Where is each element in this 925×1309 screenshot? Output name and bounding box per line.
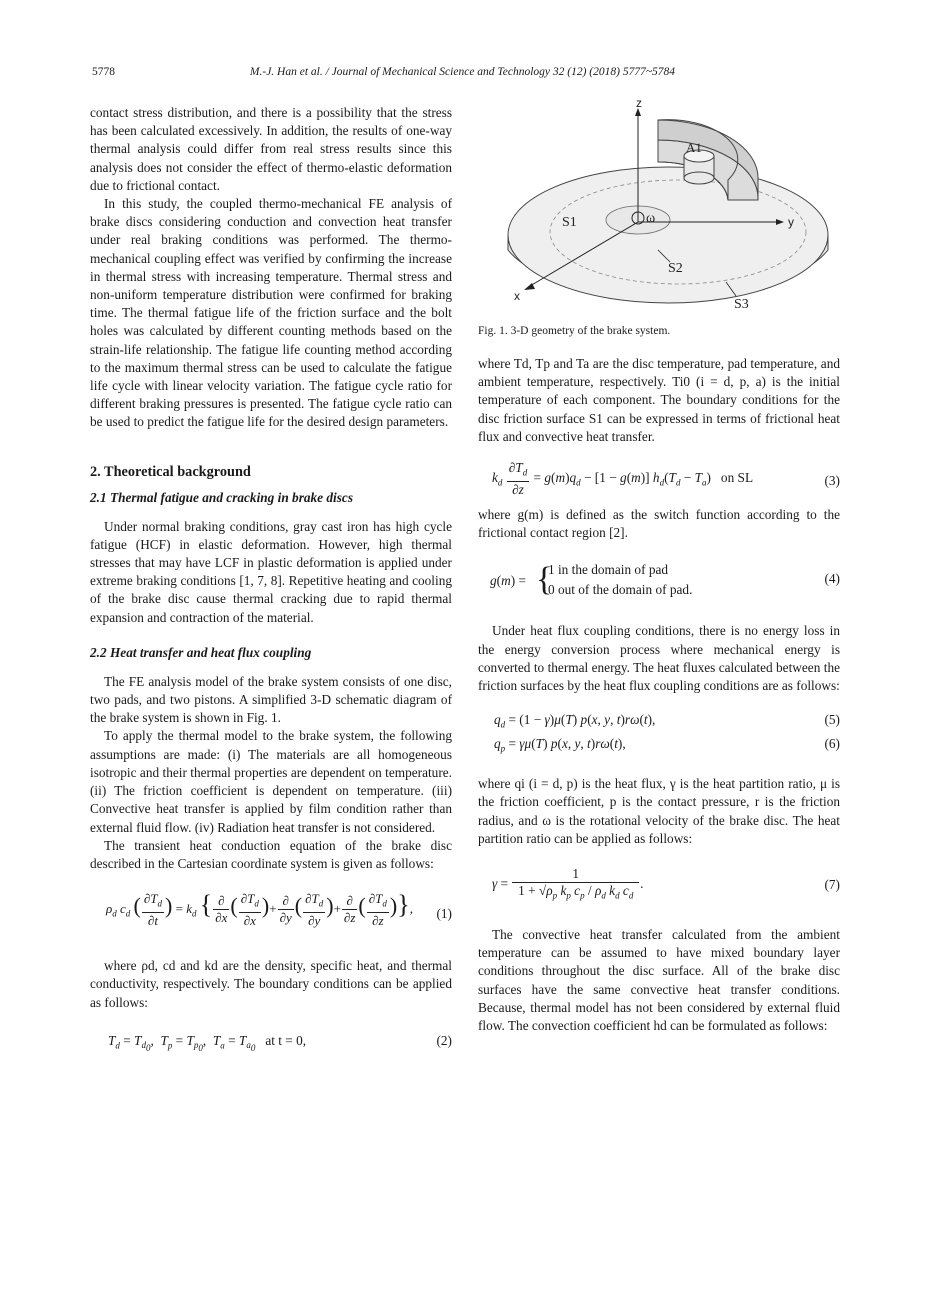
equation-number: (2) bbox=[436, 1032, 452, 1048]
equation-number: (6) bbox=[824, 736, 840, 752]
equation-6: $q_p = \gamma\mu(T)$ p(x, y, t)rω(t), (6) bbox=[494, 736, 840, 754]
equation-number: (1) bbox=[436, 906, 452, 922]
equation-number: (5) bbox=[824, 712, 840, 728]
figure-caption: Fig. 1. 3-D geometry of the brake system. bbox=[478, 325, 671, 337]
s2-label: S2 bbox=[668, 261, 683, 276]
equation-condition: at t = 0, bbox=[265, 1032, 307, 1048]
equation-number: (4) bbox=[824, 571, 840, 587]
s3-label: S3 bbox=[734, 297, 749, 312]
z-axis-label: z bbox=[636, 100, 642, 110]
running-header bbox=[92, 66, 833, 82]
equation-number: (3) bbox=[824, 473, 840, 489]
paragraph: where qi (i = d, p) is the heat flux, γ is the heat partition ratio, μ is the friction coefficient, p is the contact pressure, r is the friction radius, and ω is the rotational velocity of the brake disc. The heat partition ratio can be applied as follows: bbox=[478, 776, 840, 846]
subsection-heading: 2.2 Heat transfer and heat flux coupling bbox=[90, 644, 312, 660]
omega-label: ω bbox=[646, 211, 656, 226]
paragraph: The FE analysis model of the brake system consists of one disc, two pads, and two pistons. A simplified 3-D schematic diagram of the brake system is shown in Fig. 1. bbox=[90, 673, 452, 726]
x-axis-label: x bbox=[514, 289, 520, 303]
paragraph: The convective heat transfer calculated from the ambient temperature can be assumed to have mixed boundary layer conditions throughout the disc surface. All of the brake disc surfaces have the same convective heat transfer conditions. Because, thermal model has not been considered by external fluid flow. The convection coefficient hd can be formulated as follows: bbox=[478, 927, 840, 1034]
equation-5: $q_d = (1 - \gamma)\mu(T)$ p(x, y, t)rω(t), (5) bbox=[494, 712, 840, 730]
paragraph: Under heat flux coupling conditions, there is no energy loss in the energy conversion process where mechanical energy is converted to thermal energy. The heat fluxes calculated between the friction surfaces by the heat flux coupling conditions are as follows: bbox=[478, 623, 840, 694]
section-heading: 2. Theoretical background bbox=[90, 463, 251, 480]
paragraph: contact stress distribution, and there is a possibility that the stress has been calculated excessively. In addition, the results of one-way thermal analysis could differ from real stress results since this analysis does not consider the effect of thermo-elastic deformation due to frictional contact. bbox=[90, 105, 452, 193]
brake-disc-diagram bbox=[478, 100, 840, 315]
equation-3: $k_d$ $\frac{\partial T_d}{\partial z}$ = $g(m)q_d - [1 - g(m)] h_d(T_d - T_a)$ on SL (3) bbox=[492, 460, 840, 497]
a1-label: A1 bbox=[686, 140, 702, 155]
equation-condition: on SL bbox=[720, 469, 754, 485]
paragraph: In this study, the coupled thermo-mechanical FE analysis of brake discs considering conduction and convection heat transfer under real braking conditions was performed. The thermo-mechanical coupling effect was verified by confirming the increase in thermal stress with increasing temperature. Thermal stress and non-uniform temperature distribution were confirmed for braking time. The thermal fatigue life of the friction surface and the bolt holes was calculated by different counting methods based on the strain-life relationship. The fatigue life counting method according to the maximum thermal stress can be used to calculate the fatigue life cycle with linear velocity variation. The fatigue cycle ratio for different braking pressures is presented. The fatigue cycle ratio can be used to predict the fatigue life for the desired design parameters. bbox=[90, 196, 452, 430]
subsection-heading: 2.1 Thermal fatigue and cracking in brake discs bbox=[90, 489, 353, 505]
s1-label: S1 bbox=[562, 215, 577, 230]
equation-2: $T_d = T_{d_0}$, $T_p = T_{p_0}$, $T_a = T_{a_0}$ at t = 0, (2) bbox=[108, 1032, 452, 1054]
paragraph: where g(m) is defined as the switch function according to the frictional contact region [2]. bbox=[478, 507, 840, 541]
page-number: 5778 bbox=[92, 66, 115, 78]
journal-citation: M.-J. Han et al. / Journal of Mechanical Science and Technology 32 (12) (2018) 5777~5784 bbox=[249, 66, 676, 78]
figure-1 bbox=[478, 100, 840, 315]
equation-4: g(m) = { 1 in the domain of pad 0 out of the domain of pad. (4) bbox=[490, 561, 840, 599]
case-in-pad: 1 in the domain of pad bbox=[548, 562, 669, 578]
equation-1: $\rho_d$ $c_d$ ( $\frac{\partial T_d}{\partial t}$ ) = $k_d$ { ∂ ∂x ( $\frac{\partial T_d}{\partial x}$ )+ ∂ ∂y ( $\frac{\partial T_d}{\partial y}$ )+ ∂ ∂z ( $\frac{\partial T_d}{\partial z}$ )}, (1) bbox=[106, 889, 452, 928]
paragraph: The transient heat conduction equation of the brake disc described in the Cartesian coordinate system is given as follows: bbox=[90, 837, 452, 871]
y-axis-label: y bbox=[788, 215, 794, 229]
paragraph: where ρd, cd and kd are the density, specific heat, and thermal conductivity, respectively. The boundary conditions can be applied as follows: bbox=[90, 958, 452, 1010]
right-column bbox=[478, 100, 840, 1035]
paragraph: Under normal braking conditions, gray cast iron has high cycle fatigue (HCF) in elastic deformation. However, high thermal stresses that may have LCF in plastic deformation is applied under extreme braking conditions [1, 7, 8]. Repetitive heating and cooling of the brake disc cause thermal cracking due to rapid thermal expansion and contraction of the material. bbox=[90, 518, 452, 625]
paragraph: where Td, Tp and Ta are the disc temperature, pad temperature, and ambient temperature, respectively. Ti0 (i = d, p, a) is the initial temperature of each component. The boundary conditions for the disc friction surface S1 can be expressed in terms of frictional heat flux and convective heat transfer. bbox=[478, 356, 840, 444]
paragraph: To apply the thermal model to the brake system, the following assumptions are made: (i) The materials are all homogeneous isotropic and their thermal properties are dependent on temperature. (ii) The friction coefficient is dependent on temperature. (iii) Convective heat transfer is applied by film condition rather than external fluid flow. (iv) Radiation heat transfer is not considered. bbox=[90, 728, 452, 835]
equation-number: (7) bbox=[824, 877, 840, 893]
case-out-pad: 0 out of the domain of pad. bbox=[548, 582, 693, 598]
equation-7: γ = $\frac{1}{1 + √\rho_p k_p c_p / \rho_d k_d c_d}$ . (7) bbox=[492, 866, 840, 901]
left-column bbox=[90, 104, 452, 1058]
